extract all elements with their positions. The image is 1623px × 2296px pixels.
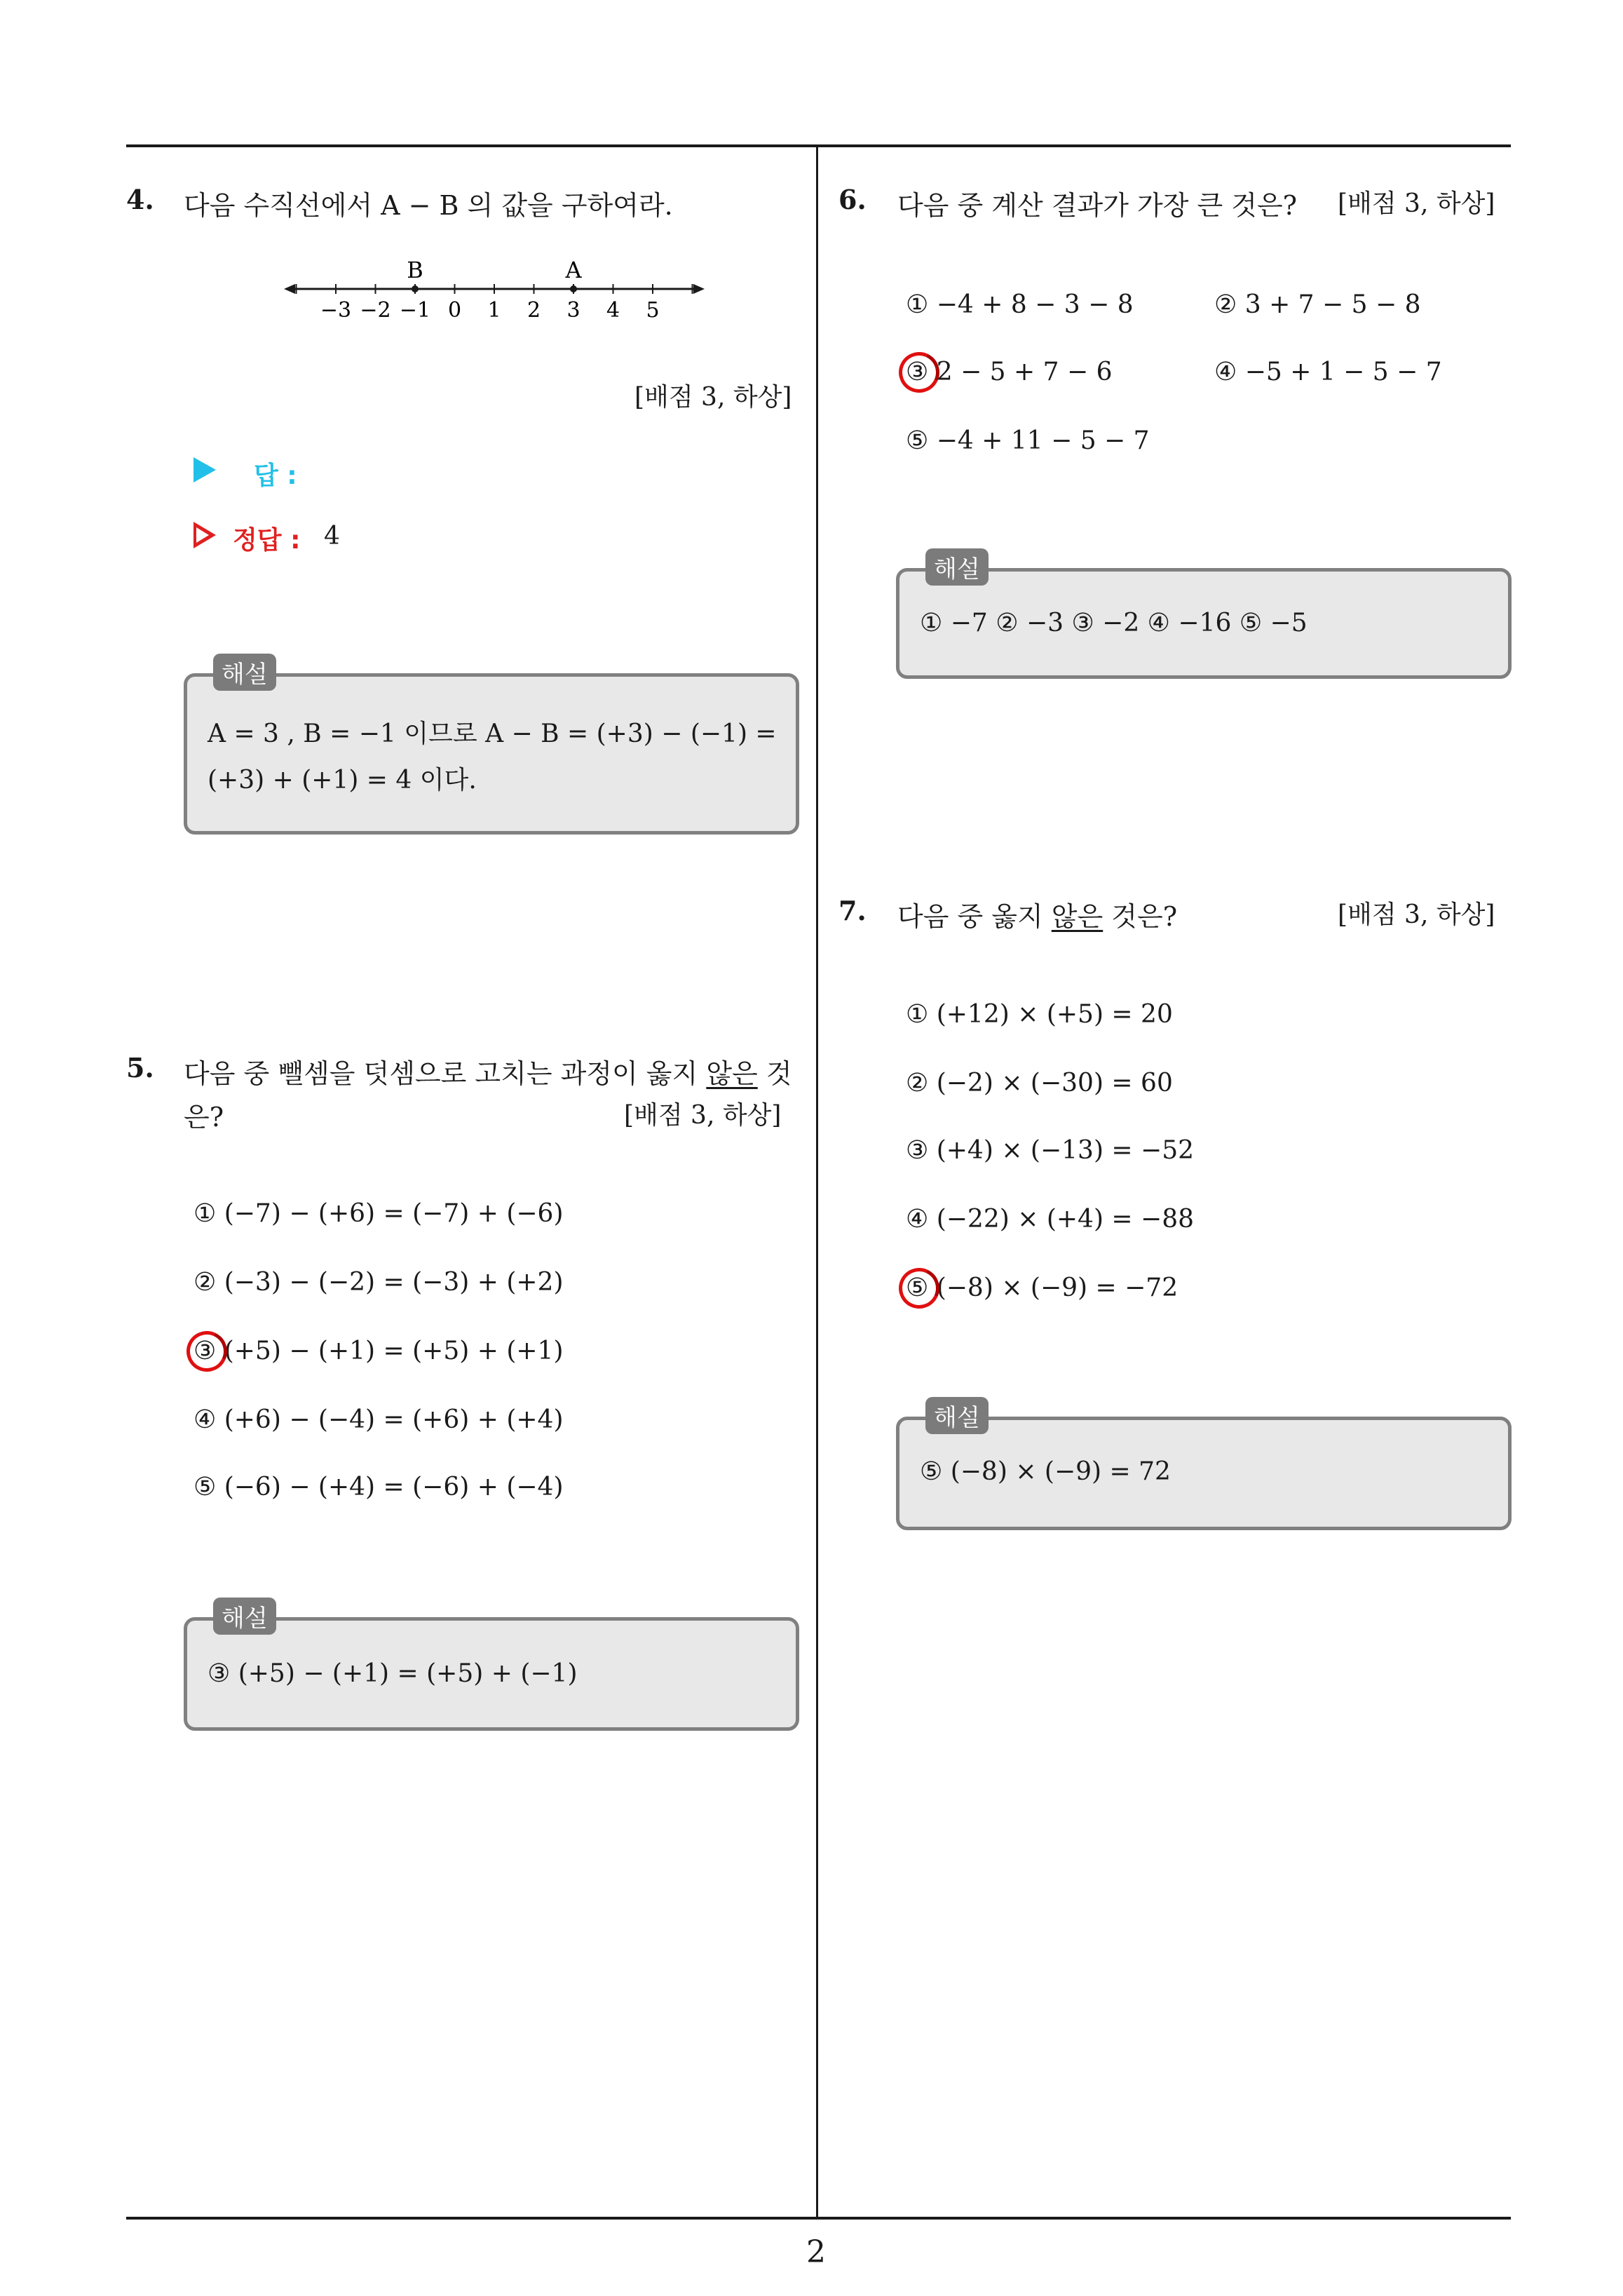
question-text-line-1 [184, 1052, 792, 1090]
question-text-underlined: 않은 [1051, 901, 1103, 932]
choice-4[interactable]: ④ −5 + 1 − 5 − 7 [1214, 358, 1442, 386]
point-B [412, 285, 419, 292]
question-text: 다음 수직선에서 A − B 의 값을 구하여라. [184, 190, 673, 221]
choice-1[interactable]: ① (−7) − (+6) = (−7) + (−6) [193, 1199, 564, 1228]
correct-arrow-icon [193, 522, 216, 548]
point-A [570, 285, 577, 292]
number-line-tick-label: 2 [527, 298, 541, 323]
question-text-part: 것 [757, 1058, 792, 1089]
question-text-part: 다음 중 뺄셈을 덧셈으로 고치는 과정이 옳지 [184, 1058, 707, 1089]
number-line-tick-label: −3 [320, 298, 352, 323]
column-divider [816, 144, 818, 2217]
explanation-box [184, 673, 799, 835]
choice-3[interactable]: ③ (+4) × (−13) = −52 [906, 1136, 1195, 1165]
explanation-tag: 해설 [925, 1397, 989, 1434]
explanation-text: ③ (+5) − (+1) = (+5) + (−1) [208, 1659, 578, 1688]
top-rule [126, 144, 1511, 147]
explanation-text: ⑤ (−8) × (−9) = 72 [920, 1457, 1171, 1486]
answer-label: 답 : [254, 461, 297, 490]
number-line-tick-label: 4 [606, 298, 620, 323]
bottom-rule [126, 2217, 1511, 2220]
explanation-line-1: A = 3 , B = −1 이므로 A − B = (+3) − (−1) = [208, 720, 777, 748]
label-B: B [407, 257, 423, 283]
choice-2[interactable]: ② (−2) × (−30) = 60 [906, 1069, 1173, 1098]
explanation-tag: 해설 [213, 1598, 276, 1635]
answer-circle-mark [893, 346, 945, 398]
choice-4[interactable]: ④ (+6) − (−4) = (+6) + (+4) [193, 1405, 564, 1434]
choice-1[interactable]: ① (+12) × (+5) = 20 [906, 1000, 1173, 1029]
label-A: A [565, 257, 582, 283]
question-number: 5. [126, 1052, 154, 1083]
choice-2[interactable]: ② 3 + 7 − 5 − 8 [1214, 290, 1421, 319]
answer-arrow-icon [193, 457, 216, 482]
question-text-line-2: 은? [184, 1102, 224, 1133]
explanation-text: ① −7 ② −3 ③ −2 ④ −16 ⑤ −5 [920, 609, 1308, 637]
explanation-tag: 해설 [213, 654, 276, 691]
choice-3[interactable]: ③ 2 − 5 + 7 − 6 [906, 358, 1113, 386]
number-line-tick-label: −2 [360, 298, 391, 323]
explanation-tag: 해설 [925, 548, 989, 586]
answer-circle-mark [181, 1325, 233, 1377]
question-number: 6. [838, 184, 867, 215]
page-number: 2 [806, 2234, 826, 2270]
question-text [897, 895, 1177, 933]
answer-circle-mark [893, 1262, 945, 1314]
correct-label: 정답 : [233, 526, 301, 555]
choice-1[interactable]: ① −4 + 8 − 3 − 8 [906, 290, 1134, 319]
score-label: [배점 3, 하상] [624, 1101, 782, 1130]
choice-5[interactable]: ⑤ (−8) × (−9) = −72 [906, 1274, 1179, 1302]
choice-2[interactable]: ② (−3) − (−2) = (−3) + (+2) [193, 1268, 564, 1297]
choice-3[interactable]: ③ (+5) − (+1) = (+5) + (+1) [193, 1337, 564, 1365]
score-label: [배점 3, 하상] [1338, 189, 1495, 218]
number-line-tick-label: −1 [399, 298, 431, 323]
choice-4[interactable]: ④ (−22) × (+4) = −88 [906, 1205, 1195, 1234]
explanation-line-2: (+3) + (+1) = 4 이다. [208, 766, 477, 795]
number-line [284, 252, 705, 330]
question-number: 7. [838, 895, 867, 926]
number-line-tick-label: 1 [487, 298, 501, 323]
question-number: 4. [126, 184, 154, 215]
number-line-tick-label: 0 [447, 298, 462, 323]
number-line-tick-label: 3 [566, 298, 580, 323]
question-text-underlined: 않은 [706, 1058, 758, 1089]
choice-5[interactable]: ⑤ −4 + 11 − 5 − 7 [906, 426, 1150, 455]
correct-value: 4 [324, 522, 340, 551]
number-line-tick-label: 5 [646, 298, 660, 323]
score-label: [배점 3, 하상] [1338, 900, 1495, 929]
question-text-part: 다음 중 옳지 [897, 901, 1052, 932]
score-label: [배점 3, 하상] [634, 383, 792, 412]
choice-5[interactable]: ⑤ (−6) − (+4) = (−6) + (−4) [193, 1473, 564, 1501]
question-text-part: 것은? [1103, 901, 1178, 932]
question-text: 다음 중 계산 결과가 가장 큰 것은? [897, 190, 1298, 221]
